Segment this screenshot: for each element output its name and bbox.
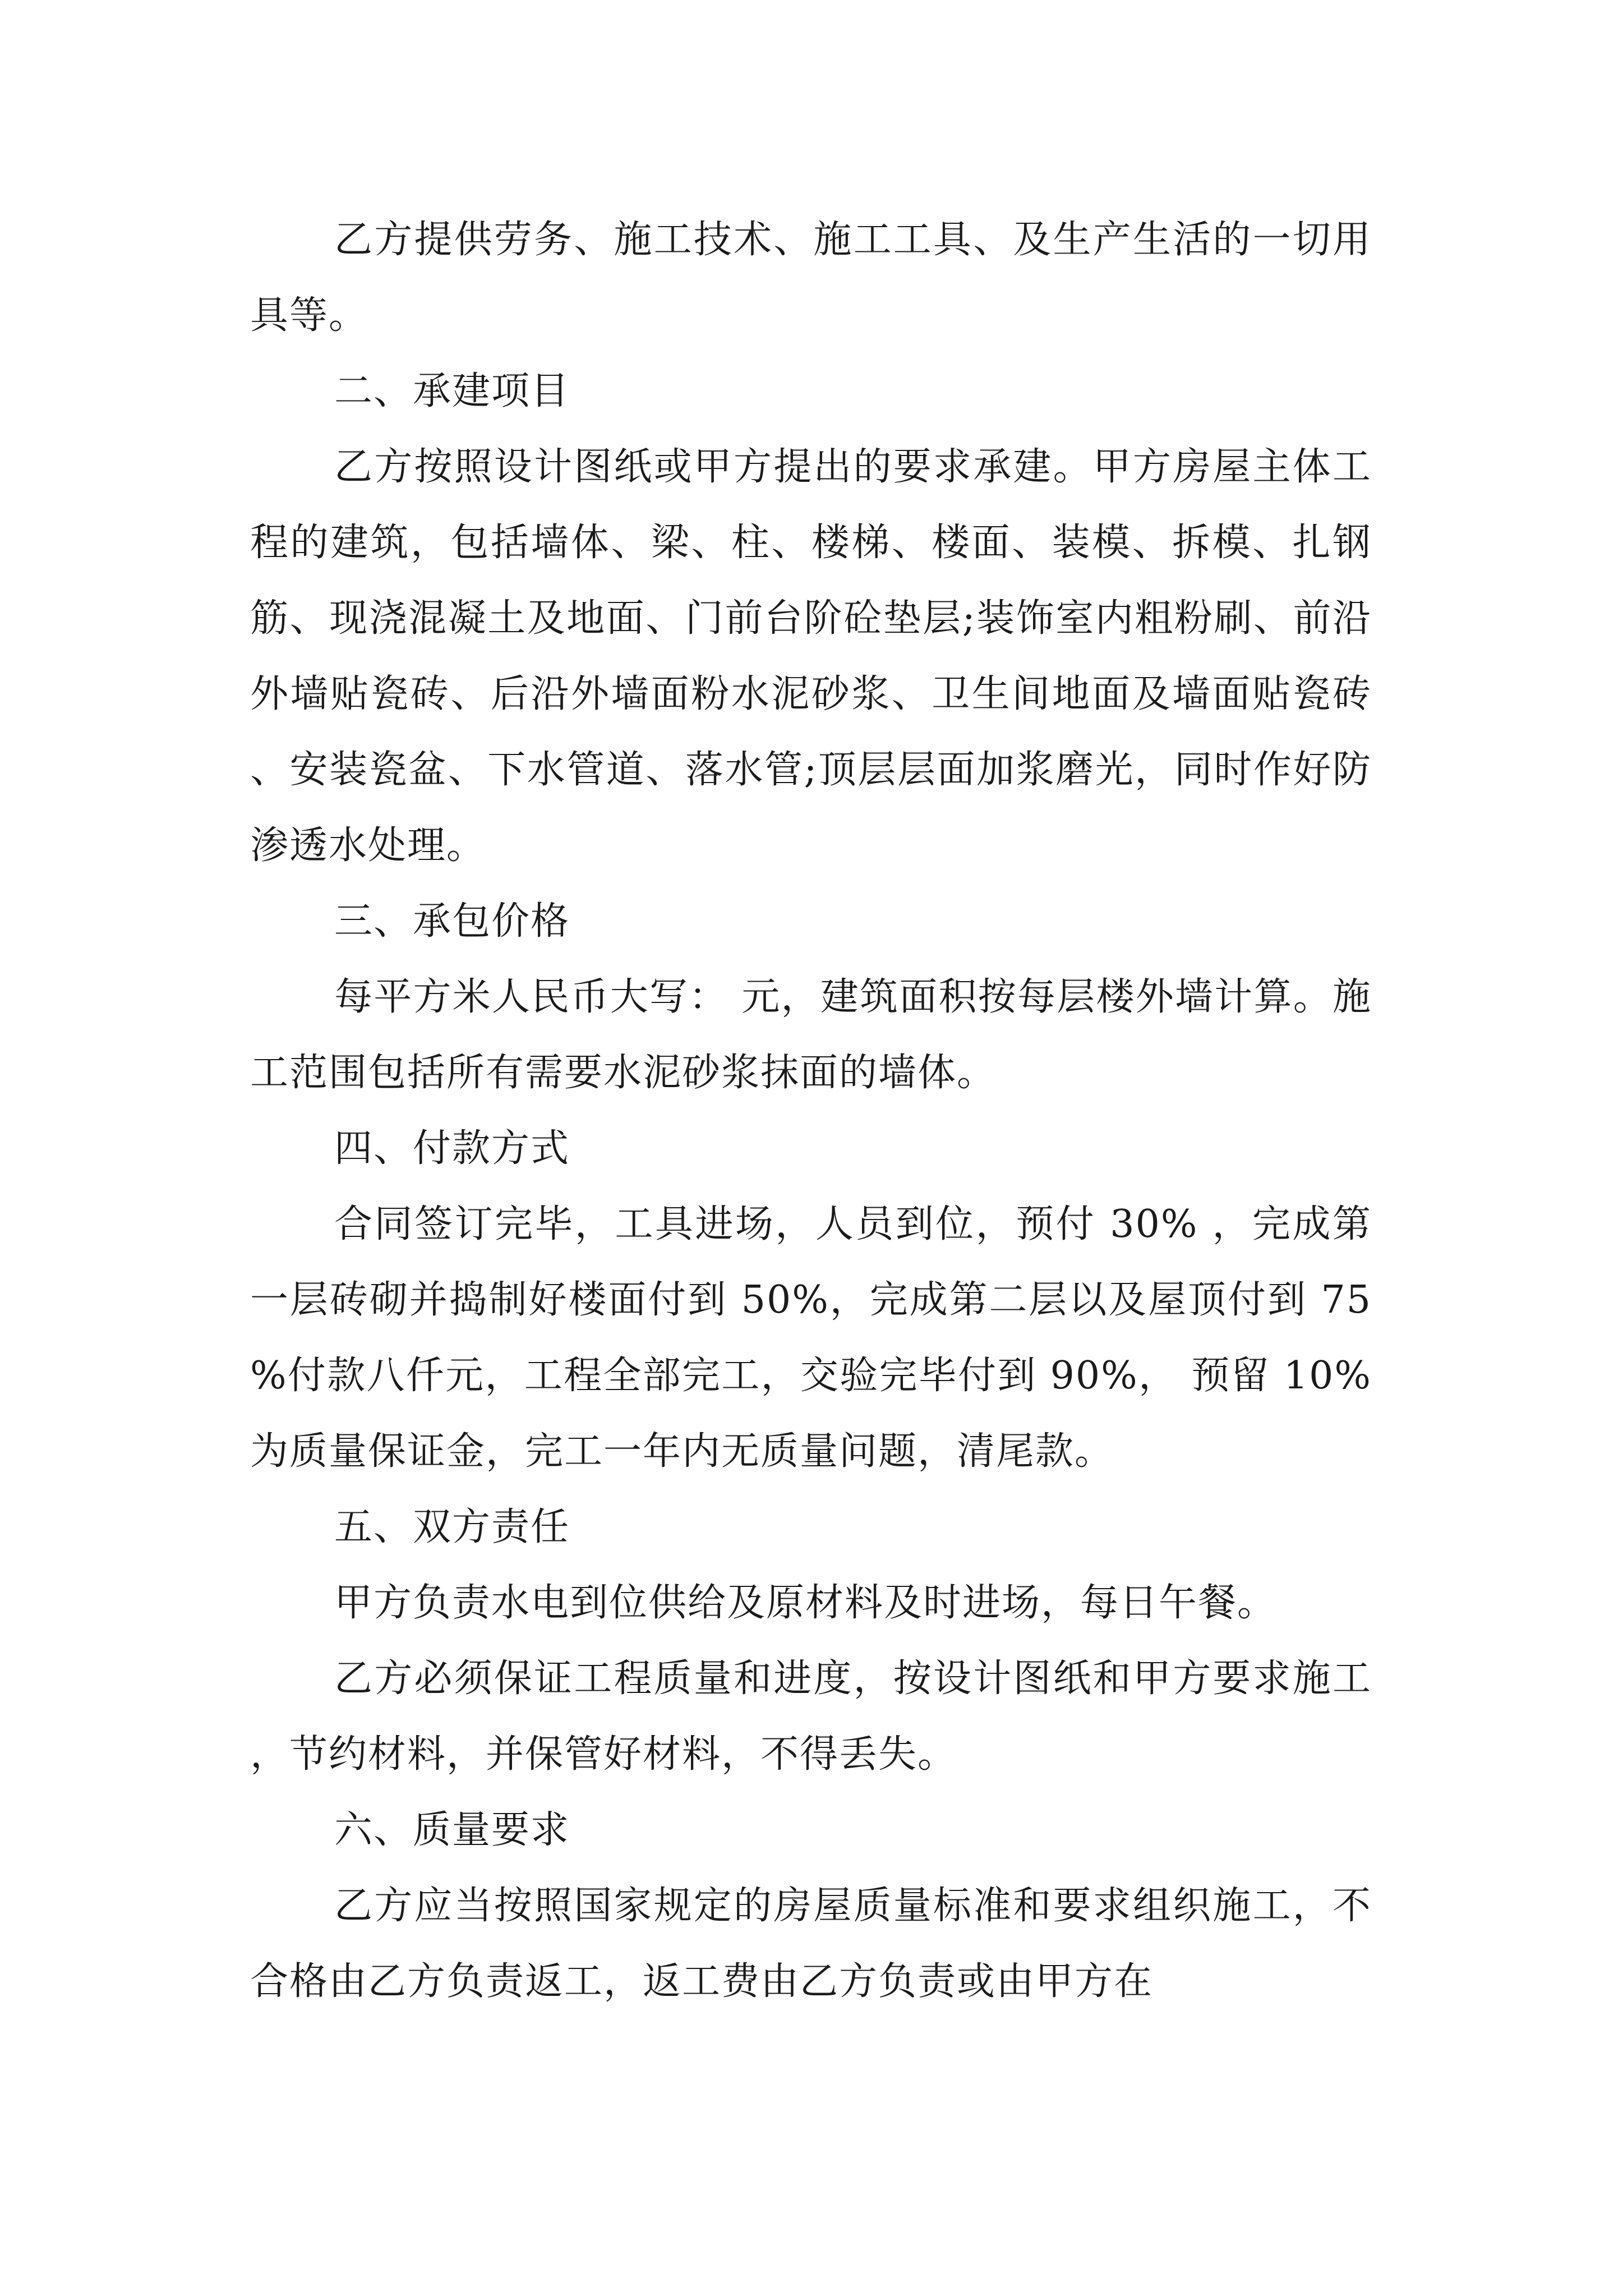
- section-heading-contract-price: 三、承包价格: [334, 899, 570, 944]
- section-heading-responsibilities: 五、双方责任: [334, 1505, 570, 1549]
- paragraph-construction-items: 乙方按照设计图纸或甲方提出的要求承建。甲方房屋主体工程的建筑，包括墙体、梁、柱、楼梯、楼面、装模、拆模、扎钢筋、现浇混凝土及地面、门前台阶砼垫层;装饰室内粗粉刷、前沿外墙贴瓷砖、后沿外墙面粉水泥砂浆、卫生间地面及墙面贴瓷砖、安装瓷盆、下水管道、落水管;顶层层面加浆磨光，同时作好防渗透水处理。: [250, 445, 1372, 868]
- document-body: [250, 202, 1372, 2019]
- section-heading-payment-method: 四、付款方式: [334, 1126, 570, 1171]
- paragraph-payment-method: 合同签订完毕，工具进场，人员到位，预付 30% ，完成第一层砖砌并捣制好楼面付到 50%，完成第二层以及屋顶付到 75%付款八仟元，工程全部完工，交验完毕付到 90%， 预留 10%为质量保证金，完工一年内无质量问题，清尾款。: [250, 1202, 1372, 1474]
- section-heading-construction-items: 二、承建项目: [334, 369, 570, 413]
- paragraph-quality-requirements: 乙方应当按照国家规定的房屋质量标准和要求组织施工，不合格由乙方负责返工，返工费由乙方负责或由甲方在: [250, 1884, 1372, 2004]
- paragraph-labor-provision: 乙方提供劳务、施工技术、施工工具、及生产生活的一切用具等。: [250, 218, 1372, 338]
- paragraph-party-b-responsibility: 乙方必须保证工程质量和进度，按设计图纸和甲方要求施工，节约材料，并保管好材料，不得丢失。: [250, 1657, 1372, 1777]
- paragraph-contract-price: 每平方米人民币大写： 元，建筑面积按每层楼外墙计算。施工范围包括所有需要水泥砂浆抹面的墙体。: [250, 975, 1372, 1095]
- paragraph-party-a-responsibility: 甲方负责水电到位供给及原材料及时进场，每日午餐。: [334, 1581, 1277, 1625]
- section-heading-quality-requirements: 六、质量要求: [334, 1808, 570, 1852]
